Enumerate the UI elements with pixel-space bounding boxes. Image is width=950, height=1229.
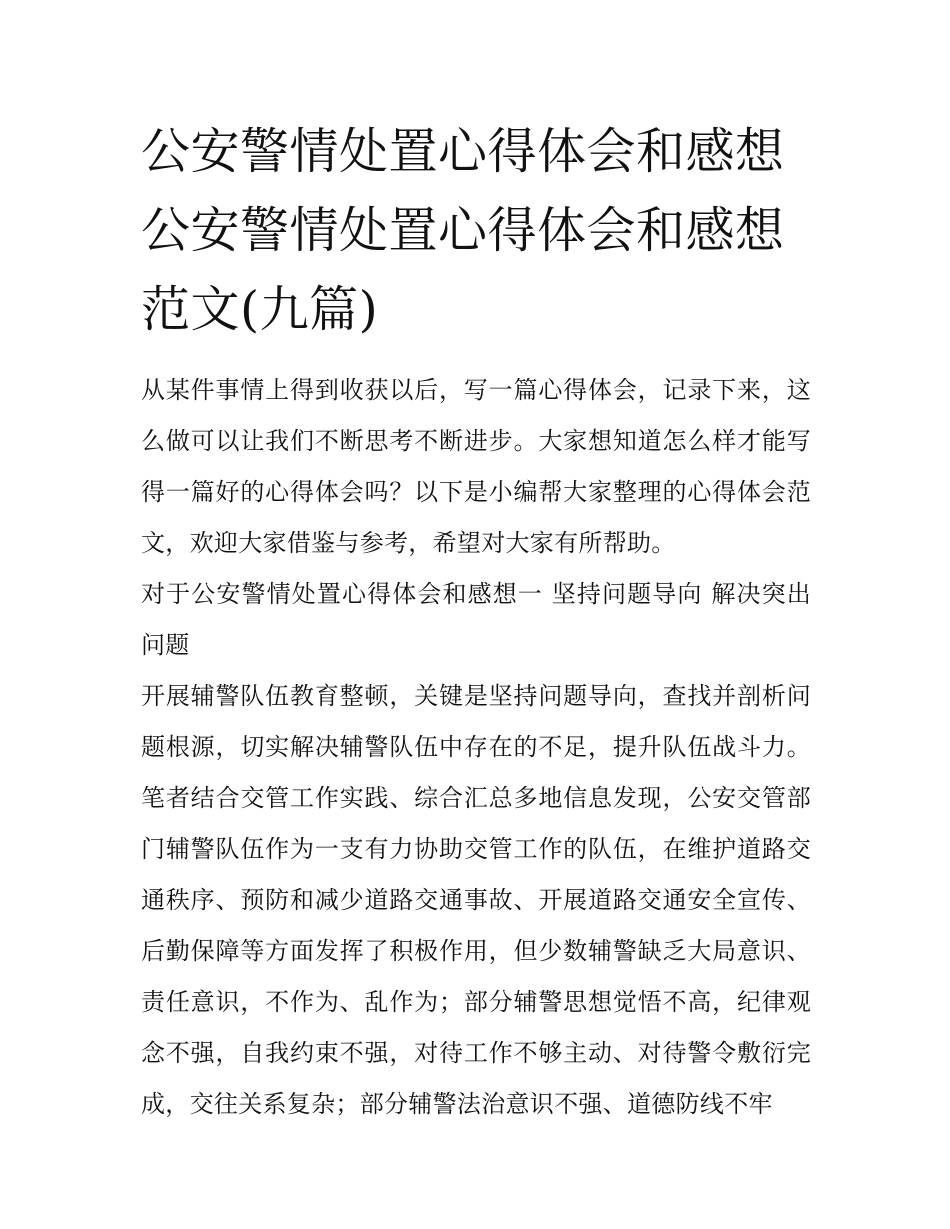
document-content: [141, 112, 811, 1130]
body-paragraph: 开展辅警队伍教育整顿，关键是坚持问题导向，查找并剖析问题根源，切实解决辅警队伍中存在的不足，提升队伍战斗力。笔者结合交管工作实践、综合汇总多地信息发现，公安交管部门辅警队伍作为一支有力协助交管工作的队伍，在维护道路交通秩序、预防和减少道路交通事故、开展道路交通安全宣传、后勤保障等方面发挥了积极作用，但少数辅警缺乏大局意识、责任意识，不作为、乱作为；部分辅警思想觉悟不高，纪律观念不强，自我约束不强，对待工作不够主动、对待警令敷衍完成，交往关系复杂；部分辅警法治意识不强、道德防线不牢: [141, 682, 811, 1118]
section-heading-paragraph: 对于公安警情处置心得体会和感想一 坚持问题导向 解决突出问题: [141, 580, 811, 659]
intro-paragraph: 从某件事情上得到收获以后，写一篇心得体会，记录下来，这么做可以让我们不断思考不断进步。大家想知道怎么样才能写得一篇好的心得体会吗？以下是小编帮大家整理的心得体会范文，欢迎大家借鉴与参考，希望对大家有所帮助。: [141, 376, 811, 557]
document-title: 公安警情处置心得体会和感想公安警情处置心得体会和感想范文(九篇): [141, 123, 785, 338]
